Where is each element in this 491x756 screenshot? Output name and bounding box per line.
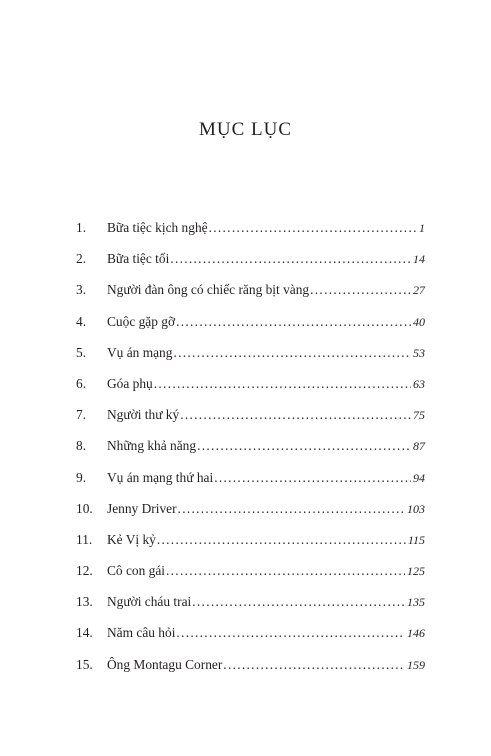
table-of-contents [76,216,425,684]
entry-number: 4. [76,313,87,329]
entry-page-number: 94 [413,470,425,485]
entry-title: Cuộc gặp gỡ [107,313,176,329]
entry-title: Bữa tiệc tối [107,251,170,267]
entry-number: 12. [76,563,93,579]
entry-number: 6. [76,375,87,391]
entry-page-number: 115 [407,532,425,547]
toc-entry [76,434,425,465]
dot-leader [176,310,411,334]
entry-page-number: 103 [407,501,425,516]
dot-leader [223,653,405,677]
entry-title: Kẻ Vị kỷ [107,531,156,547]
entry-number: 5. [76,344,87,360]
entry-number: 11. [76,531,93,547]
entry-number: 10. [76,500,93,516]
toc-entry [76,403,425,434]
entry-page-number: 87 [413,439,425,454]
entry-title: Góa phụ [107,375,153,391]
entry-number: 2. [76,251,87,267]
dot-leader [176,621,405,645]
entry-title: Người cháu trai [107,594,192,610]
entry-page-number: 40 [413,314,425,329]
entry-page-number: 75 [413,408,425,423]
entry-number: 13. [76,594,93,610]
entry-title: Vụ án mạng [107,344,173,360]
dot-leader [178,497,405,521]
dot-leader [157,528,406,552]
entry-number: 1. [76,220,87,235]
entry-title: Ông Montagu Corner [107,656,223,672]
entry-number: 3. [76,282,87,298]
toc-entry [76,216,425,247]
dot-leader [310,278,411,302]
entry-title: Năm câu hỏi [107,625,176,641]
toc-entry [76,559,425,590]
page-title: MỤC LỤC [198,119,293,140]
entry-title: Cô con gái [107,563,166,579]
entry-page-number: 14 [413,252,425,267]
dot-leader [154,372,411,396]
entry-page-number: 125 [407,564,425,579]
entry-title: Vụ án mạng thứ hai [107,469,214,485]
dot-leader [214,466,411,490]
toc-entry [76,372,425,403]
dot-leader [192,590,405,614]
dot-leader [180,403,411,427]
dot-leader [166,559,405,583]
toc-entry [76,621,425,652]
entry-title: Những khả năng [107,438,197,454]
toc-entry [76,590,425,621]
toc-entry [76,341,425,372]
toc-entry [76,497,425,528]
entry-title: Bữa tiệc kịch nghệ [107,220,208,235]
dot-leader [173,341,411,365]
dot-leader [170,247,411,271]
entry-number: 7. [76,407,87,423]
entry-page-number: 1 [419,221,425,235]
entry-page-number: 27 [413,283,425,298]
entry-title: Người đàn ông có chiếc răng bịt vàng [107,282,310,298]
dot-leader [209,216,417,240]
toc-entry [76,310,425,341]
entry-title: Jenny Driver [107,500,177,516]
entry-number: 9. [76,469,87,485]
entry-page-number: 146 [407,626,425,641]
entry-page-number: 159 [407,657,425,672]
toc-entry [76,653,425,684]
toc-entry [76,528,425,559]
entry-page-number: 63 [413,376,425,391]
entry-page-number: 135 [407,595,425,610]
dot-leader [197,434,411,458]
entry-number: 8. [76,438,87,454]
toc-entry [76,466,425,497]
toc-entry [76,278,425,309]
entry-number: 14. [76,625,93,641]
entry-title: Người thư ký [107,407,180,423]
entry-number: 15. [76,656,93,672]
toc-entry [76,247,425,278]
entry-page-number: 53 [413,345,425,360]
